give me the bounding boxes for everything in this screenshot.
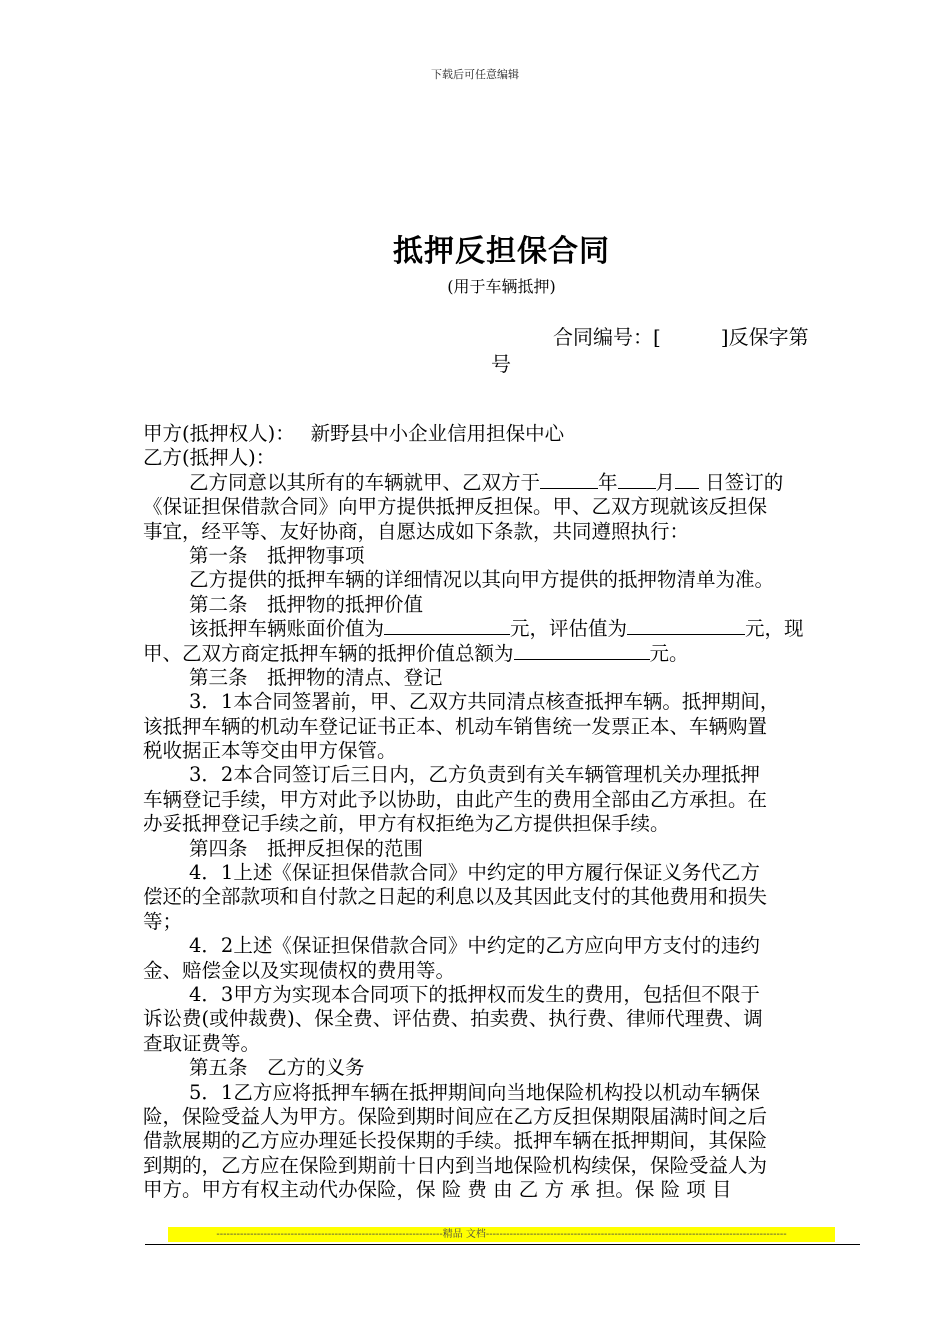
article-1-line-1: 乙方提供的抵押车辆的详细情况以其向甲方提供的抵押物清单为准。 <box>189 568 775 592</box>
intro-paragraph-line-3: 事宜，经平等、友好协商，自愿达成如下条款，共同遵照执行： <box>143 519 690 543</box>
book-value-label: 该抵押车辆账面价值为 <box>189 617 385 641</box>
article-5-title: 第五条 乙方的义务 <box>189 1056 365 1080</box>
book-value-blank <box>384 617 510 635</box>
contract-body <box>143 422 863 1203</box>
article-3-line-2: 该抵押车辆的机动车登记证书正本、机动车销售统一发票正本、车辆购置 <box>143 714 768 738</box>
header-note: 下载后可任意编辑 <box>431 68 519 81</box>
article-5-line-3: 借款展期的乙方应办理延长投保期的手续。抵押车辆在抵押期间，其保险 <box>143 1129 768 1153</box>
month-blank <box>618 471 656 489</box>
article-3-line-4: 3．2本合同签订后三日内，乙方负责到有关车辆管理机关办理抵押 <box>189 763 760 787</box>
article-4-line-5: 金、赔偿金以及实现债权的费用等。 <box>143 958 456 982</box>
intro-text: 乙方同意以其所有的车辆就甲、乙双方于 <box>189 470 541 494</box>
article-4-line-7: 诉讼费(或仲裁费)、保全费、评估费、拍卖费、执行费、律师代理费、调 <box>143 1007 763 1031</box>
article-4-line-2: 偿还的全部款项和自付款之日起的利息以及其因此支付的其他费用和损失 <box>143 885 768 909</box>
footer-banner <box>168 1227 835 1242</box>
article-2-line-2 <box>143 642 863 666</box>
year-blank <box>540 471 598 489</box>
footer-dashes-right: ----------------------------------------------------------------------------------------- <box>485 1229 787 1240</box>
article-5-line-5: 甲方。甲方有权主动代办保险，保 险 费 由 乙 方 承 担。保 险 项 目 <box>143 1178 732 1202</box>
article-5-line-2: 险，保险受益人为甲方。保险到期时间应在乙方反担保期限届满时间之后 <box>143 1104 768 1128</box>
article-3-line-5: 车辆登记手续，甲方对此予以协助，由此产生的费用全部由乙方承担。在 <box>143 787 768 811</box>
intro-paragraph-line-1 <box>143 471 863 495</box>
party-b-line: 乙方(抵押人)： <box>143 446 276 470</box>
contract-number-suffix: 号 <box>491 352 511 376</box>
year-label: 年 <box>598 470 618 494</box>
article-4-title: 第四条 抵押反担保的范围 <box>189 836 424 860</box>
yuan-label: 元，现 <box>745 617 804 641</box>
article-2-title: 第二条 抵押物的抵押价值 <box>189 592 424 616</box>
yuan-end-label: 元。 <box>649 641 689 665</box>
article-5-line-1: 5．1乙方应将抵押车辆在抵押期间向当地保险机构投以机动车辆保 <box>189 1080 760 1104</box>
footer-label: 精品 文档 <box>442 1229 486 1240</box>
article-4-line-1: 4．1上述《保证担保借款合同》中约定的甲方履行保证义务代乙方 <box>189 861 760 885</box>
footer-rule <box>145 1244 860 1245</box>
article-1-title: 第一条 抵押物事项 <box>189 543 365 567</box>
footer-dashes-left: ------------------------------------------------------------------- <box>216 1229 443 1240</box>
article-5-line-4: 到期的，乙方应在保险到期前十日内到当地保险机构续保，保险受益人为 <box>143 1153 768 1177</box>
article-3-line-1: 3．1本合同签署前，甲、乙双方共同清点核查抵押车辆。抵押期间， <box>189 690 780 714</box>
appraised-value-blank <box>627 617 745 635</box>
party-a-line: 甲方(抵押权人)： 新野县中小企业信用担保中心 <box>143 422 565 445</box>
document-title: 抵押反担保合同 <box>393 234 610 269</box>
mortgage-value-blank <box>514 642 650 660</box>
mortgage-value-label: 甲、乙双方商定抵押车辆的抵押价值总额为 <box>143 641 514 665</box>
article-4-line-4: 4．2上述《保证担保借款合同》中约定的乙方应向甲方支付的违约 <box>189 934 760 958</box>
article-4-line-3: 等； <box>143 909 183 933</box>
month-label: 月 <box>655 470 676 494</box>
document-subtitle: (用于车辆抵押) <box>447 277 556 296</box>
article-4-line-8: 查取证费等。 <box>143 1031 261 1055</box>
article-2-line-1 <box>143 617 863 641</box>
day-label: 日签订的 <box>699 470 784 494</box>
day-blank <box>675 471 699 489</box>
article-4-line-6: 4．3甲方为实现本合同项下的抵押权而发生的费用，包括但不限于 <box>189 982 760 1006</box>
article-3-line-6: 办妥抵押登记手续之前，甲方有权拒绝为乙方提供担保手续。 <box>143 812 670 836</box>
appraised-value-label: 元，评估值为 <box>510 617 628 641</box>
intro-paragraph-line-2: 《保证担保借款合同》向甲方提供抵押反担保。甲、乙双方现就该反担保 <box>143 495 768 519</box>
article-3-line-3: 税收据正本等交由甲方保管。 <box>143 739 397 763</box>
article-3-title: 第三条 抵押物的清点、登记 <box>189 665 443 689</box>
contract-number-line: 合同编号：[ ]反保字第 <box>553 325 809 349</box>
